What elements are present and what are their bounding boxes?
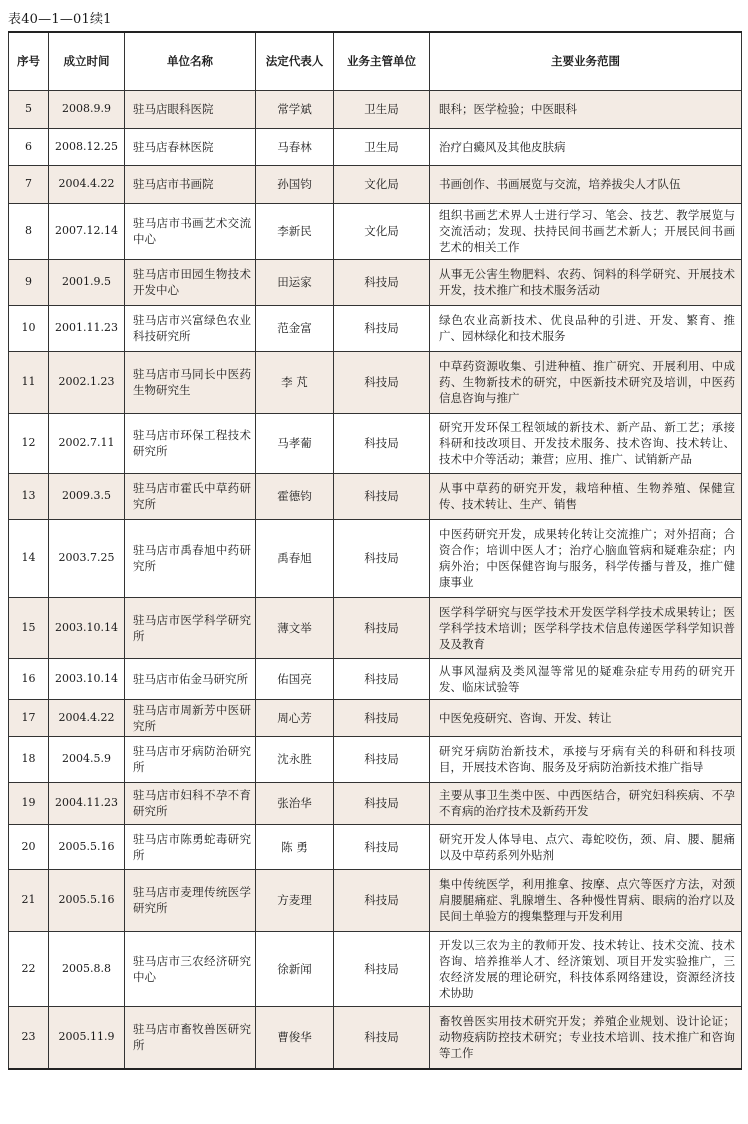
- established-date: 2001.9.5: [49, 259, 125, 305]
- legal-representative: 佑国亮: [256, 658, 334, 699]
- col-header-no: 序号: [9, 32, 49, 90]
- col-header-name: 单位名称: [125, 32, 256, 90]
- established-date: 2005.11.9: [49, 1006, 125, 1069]
- legal-representative: 周心芳: [256, 699, 334, 736]
- business-scope: 中草药资源收集、引进种植、推广研究、开展利用、中成药、生物新技术的研究，中医新技术研究及培训，中医药信息咨询与推广: [430, 351, 742, 413]
- business-scope: 研究开发人体导电、点穴、毒蛇咬伤，颈、肩、腰、腿痛以及中草药系列外贴剂: [430, 824, 742, 869]
- table-row: [9, 351, 742, 413]
- table-row: [9, 658, 742, 699]
- row-number: 16: [9, 658, 49, 699]
- unit-name: 驻马店市妇科不孕不育研究所: [125, 782, 256, 824]
- organizations-table: [8, 31, 742, 1070]
- legal-representative: 曹俊华: [256, 1006, 334, 1069]
- business-scope: 从事风湿病及类风湿等常见的疑难杂症专用药的研究开发、临床试验等: [430, 658, 742, 699]
- supervising-unit: 科技局: [334, 869, 430, 931]
- table-row: [9, 473, 742, 519]
- table-row: [9, 824, 742, 869]
- legal-representative: 马春林: [256, 128, 334, 165]
- unit-name: 驻马店市畜牧兽医研究所: [125, 1006, 256, 1069]
- table-row: [9, 597, 742, 658]
- supervising-unit: 卫生局: [334, 128, 430, 165]
- table-row: [9, 736, 742, 782]
- established-date: 2008.9.9: [49, 90, 125, 128]
- unit-name: 驻马店市环保工程技术研究所: [125, 413, 256, 473]
- row-number: 13: [9, 473, 49, 519]
- business-scope: 绿色农业高新技术、优良品种的引进、开发、繁育、推广、园林绿化和技术服务: [430, 305, 742, 351]
- unit-name: 驻马店市三农经济研究中心: [125, 931, 256, 1006]
- established-date: 2008.12.25: [49, 128, 125, 165]
- unit-name: 驻马店市兴富绿色农业科技研究所: [125, 305, 256, 351]
- row-number: 10: [9, 305, 49, 351]
- unit-name: 驻马店市佑金马研究所: [125, 658, 256, 699]
- business-scope: 书画创作、书画展览与交流，培养拔尖人才队伍: [430, 165, 742, 203]
- row-number: 23: [9, 1006, 49, 1069]
- row-number: 8: [9, 203, 49, 259]
- established-date: 2003.7.25: [49, 519, 125, 597]
- legal-representative: 李新民: [256, 203, 334, 259]
- established-date: 2002.7.11: [49, 413, 125, 473]
- unit-name: 驻马店市陈勇蛇毒研究所: [125, 824, 256, 869]
- established-date: 2003.10.14: [49, 658, 125, 699]
- table-row: [9, 413, 742, 473]
- supervising-unit: 文化局: [334, 165, 430, 203]
- unit-name: 驻马店市书画院: [125, 165, 256, 203]
- legal-representative: 孙国钧: [256, 165, 334, 203]
- supervising-unit: 科技局: [334, 699, 430, 736]
- legal-representative: 薄文举: [256, 597, 334, 658]
- table-row: [9, 259, 742, 305]
- business-scope: 集中传统医学，利用推拿、按摩、点穴等医疗方法，对颈肩腰腿痛症、乳腺增生、各种慢性胃病、眼病的治疗以及民间土单验方的搜集整理与开发利用: [430, 869, 742, 931]
- established-date: 2004.5.9: [49, 736, 125, 782]
- row-number: 6: [9, 128, 49, 165]
- established-date: 2003.10.14: [49, 597, 125, 658]
- row-number: 5: [9, 90, 49, 128]
- supervising-unit: 科技局: [334, 351, 430, 413]
- row-number: 7: [9, 165, 49, 203]
- table-row: [9, 1006, 742, 1069]
- table-row: [9, 128, 742, 165]
- unit-name: 驻马店市牙病防治研究所: [125, 736, 256, 782]
- established-date: 2005.8.8: [49, 931, 125, 1006]
- unit-name: 驻马店市霍氏中草药研究所: [125, 473, 256, 519]
- established-date: 2002.1.23: [49, 351, 125, 413]
- supervising-unit: 科技局: [334, 736, 430, 782]
- unit-name: 驻马店市医学科学研究所: [125, 597, 256, 658]
- supervising-unit: 卫生局: [334, 90, 430, 128]
- unit-name: 驻马店市周新芳中医研究所: [125, 699, 256, 736]
- business-scope: 眼科；医学检验；中医眼科: [430, 90, 742, 128]
- table-row: [9, 782, 742, 824]
- legal-representative: 李 芃: [256, 351, 334, 413]
- business-scope: 开发以三农为主的教师开发、技术转让、技术交流、技术咨询、培养推举人才、经济策划、项目开发实验推广，三农经济发展的理论研究，科技体系网络建设，资源经济技术协助: [430, 931, 742, 1006]
- legal-representative: 禹春旭: [256, 519, 334, 597]
- table-row: [9, 165, 742, 203]
- business-scope: 中医药研究开发，成果转化转让交流推广；对外招商；合资合作；培训中医人才；治疗心脑血管病和疑难杂症；内病外治；中医保健咨询与服务，科学传播与普及，推广健康事业: [430, 519, 742, 597]
- supervising-unit: 科技局: [334, 782, 430, 824]
- unit-name: 驻马店市田园生物技术开发中心: [125, 259, 256, 305]
- table-row: [9, 305, 742, 351]
- business-scope: 研究牙病防治新技术，承接与牙病有关的科研和科技项目，开展技术咨询、服务及牙病防治新技术推广指导: [430, 736, 742, 782]
- unit-name: 驻马店市麦理传统医学研究所: [125, 869, 256, 931]
- supervising-unit: 科技局: [334, 259, 430, 305]
- row-number: 22: [9, 931, 49, 1006]
- col-header-rep: 法定代表人: [256, 32, 334, 90]
- table-row: [9, 519, 742, 597]
- business-scope: 治疗白癜风及其他皮肤病: [430, 128, 742, 165]
- legal-representative: 常学斌: [256, 90, 334, 128]
- established-date: 2009.3.5: [49, 473, 125, 519]
- legal-representative: 徐新闻: [256, 931, 334, 1006]
- row-number: 20: [9, 824, 49, 869]
- col-header-date: 成立时间: [49, 32, 125, 90]
- supervising-unit: 科技局: [334, 413, 430, 473]
- unit-name: 驻马店春林医院: [125, 128, 256, 165]
- col-header-scope: 主要业务范围: [430, 32, 742, 90]
- col-header-dept: 业务主管单位: [334, 32, 430, 90]
- table-row: [9, 931, 742, 1006]
- legal-representative: 沈永胜: [256, 736, 334, 782]
- row-number: 19: [9, 782, 49, 824]
- established-date: 2005.5.16: [49, 824, 125, 869]
- business-scope: 从事无公害生物肥料、农药、饲料的科学研究、开展技术开发，技术推广和技术服务活动: [430, 259, 742, 305]
- business-scope: 组织书画艺术界人士进行学习、笔会、技艺、教学展览与交流活动；发现、扶持民间书画艺术新人；开展民间书画艺术的相关工作: [430, 203, 742, 259]
- table-row: [9, 90, 742, 128]
- legal-representative: 范金富: [256, 305, 334, 351]
- unit-name: 驻马店眼科医院: [125, 90, 256, 128]
- established-date: 2007.12.14: [49, 203, 125, 259]
- row-number: 17: [9, 699, 49, 736]
- legal-representative: 田运家: [256, 259, 334, 305]
- supervising-unit: 科技局: [334, 824, 430, 869]
- header-row: [9, 32, 742, 90]
- row-number: 11: [9, 351, 49, 413]
- legal-representative: 张治华: [256, 782, 334, 824]
- row-number: 9: [9, 259, 49, 305]
- business-scope: 畜牧兽医实用技术研究开发；养殖企业规划、设计论证；动物疫病防控技术研究；专业技术培训、技术推广和咨询等工作: [430, 1006, 742, 1069]
- supervising-unit: 科技局: [334, 1006, 430, 1069]
- row-number: 21: [9, 869, 49, 931]
- unit-name: 驻马店市禹春旭中药研究所: [125, 519, 256, 597]
- established-date: 2004.4.22: [49, 699, 125, 736]
- business-scope: 中医免疫研究、咨询、开发、转让: [430, 699, 742, 736]
- established-date: 2004.11.23: [49, 782, 125, 824]
- unit-name: 驻马店市马同长中医药生物研究生: [125, 351, 256, 413]
- established-date: 2001.11.23: [49, 305, 125, 351]
- row-number: 15: [9, 597, 49, 658]
- supervising-unit: 科技局: [334, 305, 430, 351]
- supervising-unit: 文化局: [334, 203, 430, 259]
- business-scope: 主要从事卫生类中医、中西医结合，研究妇科疾病、不孕不育病的治疗技术及新药开发: [430, 782, 742, 824]
- legal-representative: 陈 勇: [256, 824, 334, 869]
- table-row: [9, 869, 742, 931]
- table-caption: 表40—1—01续1: [8, 12, 112, 27]
- supervising-unit: 科技局: [334, 658, 430, 699]
- business-scope: 医学科学研究与医学技术开发医学科学技术成果转让；医学科学技术培训；医学科学技术信息传递医学科学知识普及及教育: [430, 597, 742, 658]
- legal-representative: 霍德钧: [256, 473, 334, 519]
- row-number: 14: [9, 519, 49, 597]
- table-row: [9, 699, 742, 736]
- row-number: 18: [9, 736, 49, 782]
- established-date: 2004.4.22: [49, 165, 125, 203]
- unit-name: 驻马店市书画艺术交流中心: [125, 203, 256, 259]
- supervising-unit: 科技局: [334, 519, 430, 597]
- supervising-unit: 科技局: [334, 473, 430, 519]
- table-row: [9, 203, 742, 259]
- established-date: 2005.5.16: [49, 869, 125, 931]
- row-number: 12: [9, 413, 49, 473]
- supervising-unit: 科技局: [334, 597, 430, 658]
- business-scope: 研究开发环保工程领域的新技术、新产品、新工艺；承接科研和技改项目、开发技术服务、技术咨询、技术转让、技术中介等活动；兼营；应用、推广、试销新产品: [430, 413, 742, 473]
- supervising-unit: 科技局: [334, 931, 430, 1006]
- business-scope: 从事中草药的研究开发，栽培种植、生物养殖、保健宣传、技术转让、生产、销售: [430, 473, 742, 519]
- legal-representative: 方麦理: [256, 869, 334, 931]
- legal-representative: 马孝葡: [256, 413, 334, 473]
